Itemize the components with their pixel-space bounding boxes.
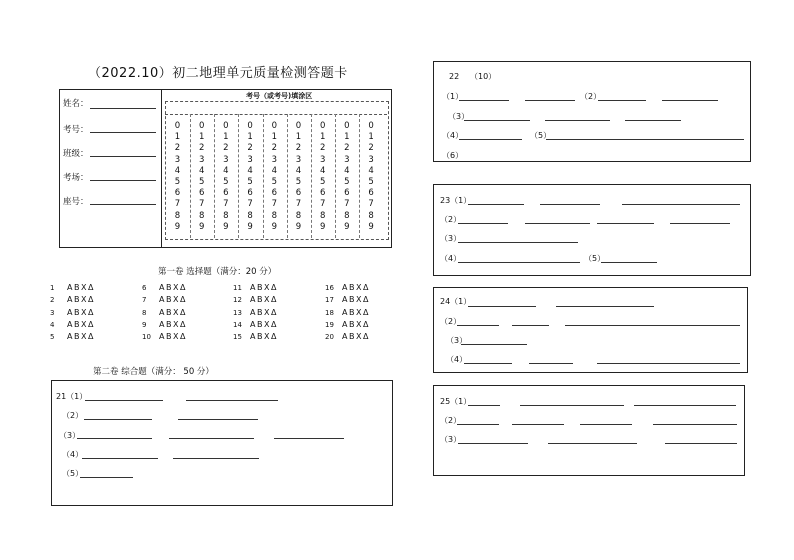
exam-no-digit[interactable]: 8 (368, 210, 374, 221)
q25-1-blank-c[interactable] (634, 405, 736, 406)
exam-no-digit[interactable]: 5 (319, 177, 326, 188)
exam-no-digit[interactable]: 3 (198, 154, 205, 165)
mc-options[interactable]: ABXΔ (67, 332, 95, 342)
q21-3-blank-a[interactable] (77, 438, 152, 439)
exam-no-digit[interactable]: 9 (295, 221, 302, 232)
exam-no-digit[interactable]: 6 (271, 188, 277, 199)
q22-4-blank-a[interactable] (459, 139, 522, 140)
exam-no-digit[interactable]: 7 (295, 199, 302, 210)
exam-no-digit[interactable]: 0 (271, 121, 277, 131)
q23-1-blank-a[interactable] (468, 204, 524, 205)
info-divider (161, 89, 162, 247)
exam-no-digit[interactable]: 9 (247, 221, 253, 232)
mc-options[interactable]: ABXΔ (67, 307, 95, 317)
mc-options[interactable]: ABXΔ (67, 319, 95, 329)
exam-no-label: 考号： (63, 125, 89, 135)
mc-options[interactable]: ABXΔ (342, 319, 370, 329)
mc-options[interactable]: ABXΔ (342, 283, 370, 292)
q23-4-blank-a[interactable] (458, 262, 580, 263)
q23-2-blank-c[interactable] (597, 223, 654, 224)
q21-3-label: （3） (59, 431, 81, 440)
exam-no-digit[interactable]: 3 (223, 154, 229, 165)
mc-question-number: 6 (142, 284, 147, 292)
mc-question-number: 11 (233, 284, 242, 292)
q22-2-label: （2） (580, 92, 602, 101)
mc-question-number: 12 (233, 296, 242, 305)
exam-no-digit[interactable]: 5 (174, 177, 181, 188)
exam-no-column-divider (238, 114, 239, 238)
exam-no-column-divider (263, 114, 264, 238)
q25-3-blank-a[interactable] (458, 443, 528, 444)
q24-box (433, 287, 748, 373)
q21-2-blank-b[interactable] (178, 419, 258, 420)
exam-no-digit[interactable]: 4 (174, 165, 181, 176)
q22-5-blank-a[interactable] (546, 139, 744, 140)
q21-1-blank-b[interactable] (186, 400, 278, 401)
exam-no-column (218, 121, 233, 233)
exam-no-digit[interactable]: 7 (344, 199, 350, 210)
q21-1-label: 21（1） (56, 392, 88, 401)
exam-no-digit[interactable]: 3 (174, 154, 181, 165)
exam-no-digit[interactable]: 8 (344, 210, 350, 221)
exam-no-digit[interactable]: 9 (271, 221, 277, 232)
class-label: 班级： (63, 149, 89, 159)
exam-no-column-divider (190, 114, 191, 238)
exam-no-digit[interactable]: 2 (174, 143, 181, 154)
mc-question-number: 15 (233, 333, 242, 342)
exam-no-digit[interactable]: 2 (368, 143, 374, 154)
exam-no-digit[interactable]: 0 (295, 121, 302, 131)
seat-field[interactable] (90, 204, 156, 205)
exam-no-digit[interactable]: 1 (319, 132, 326, 143)
q24-1-blank-b[interactable] (556, 306, 654, 307)
exam-no-digit[interactable]: 1 (223, 132, 229, 143)
q23-5-label: （5） (584, 254, 606, 263)
q22-2-blank-b[interactable] (662, 100, 718, 101)
exam-no-digit[interactable]: 3 (368, 154, 374, 165)
exam-no-digit[interactable]: 0 (247, 121, 253, 131)
q22-6-label: （6） (442, 151, 464, 160)
mc-options[interactable]: ABXΔ (159, 307, 187, 317)
q22-1-blank-a[interactable] (459, 100, 509, 101)
exam-no-digit[interactable]: 0 (174, 121, 181, 131)
page-title: （2022.10）初二地理单元质量检测答题卡 (88, 66, 348, 81)
mc-question-number: 18 (325, 308, 334, 317)
exam-no-digit[interactable]: 0 (368, 121, 374, 131)
mc-question-number: 4 (50, 320, 55, 329)
q22-5-label: （5） (530, 131, 552, 140)
exam-no-digit[interactable]: 8 (247, 210, 253, 221)
room-field[interactable] (90, 180, 156, 181)
mc-options[interactable]: ABXΔ (250, 332, 278, 342)
exam-no-digit[interactable]: 3 (344, 154, 350, 165)
part1-heading: 第一卷 选择题（满分：20 分） (158, 267, 277, 277)
q21-2-label: （2） (62, 411, 84, 420)
q22-1-blank-b[interactable] (525, 100, 575, 101)
q25-3-blank-b[interactable] (548, 443, 637, 444)
q25-2-blank-c[interactable] (580, 424, 632, 425)
q22-3-label: （3） (448, 112, 470, 121)
mc-question-number: 3 (50, 308, 55, 317)
q25-2-blank-b[interactable] (512, 424, 564, 425)
q21-3-blank-b[interactable] (169, 438, 254, 439)
exam-no-digit[interactable]: 1 (344, 132, 350, 143)
exam-no-digit[interactable]: 6 (198, 188, 205, 199)
exam-no-digit[interactable]: 1 (198, 132, 205, 143)
exam-no-digit[interactable]: 8 (271, 210, 277, 221)
exam-no-digit[interactable]: 1 (247, 132, 253, 143)
exam-no-field[interactable] (90, 132, 156, 133)
q25-2-blank-a[interactable] (457, 424, 499, 425)
q22-3-blank-b[interactable] (545, 120, 610, 121)
exam-no-digit[interactable]: 7 (368, 199, 374, 210)
exam-no-digit[interactable]: 6 (319, 188, 326, 199)
q24-3-label: （3） (446, 336, 468, 345)
exam-no-digit[interactable]: 7 (174, 199, 181, 210)
mc-question-number: 7 (142, 296, 147, 305)
q22-1-label: （1） (442, 92, 464, 101)
q24-4-label: （4） (446, 355, 468, 364)
exam-no-digit[interactable]: 0 (344, 121, 350, 131)
mc-options[interactable]: ABXΔ (342, 332, 370, 342)
mc-question-number: 20 (325, 333, 334, 342)
exam-no-digit[interactable]: 9 (198, 221, 205, 232)
q23-2-label: （2） (440, 215, 462, 224)
exam-no-column-divider (287, 114, 288, 238)
q21-3-blank-c[interactable] (274, 438, 344, 439)
name-field[interactable] (90, 108, 156, 109)
q22-3-blank-a[interactable] (464, 120, 530, 121)
q24-2-blank-b[interactable] (512, 325, 549, 326)
seat-label: 座号： (63, 197, 89, 207)
exam-no-digit[interactable]: 1 (368, 132, 374, 143)
q25-1-blank-a[interactable] (468, 405, 500, 406)
exam-no-digit[interactable]: 5 (271, 177, 277, 188)
q23-1-blank-b[interactable] (540, 204, 600, 205)
q24-2-blank-c[interactable] (565, 325, 740, 326)
q21-5-label: （5） (62, 469, 84, 478)
mc-options[interactable]: ABXΔ (342, 307, 370, 317)
mc-options[interactable]: ABXΔ (250, 295, 278, 305)
q23-1-blank-c[interactable] (622, 204, 740, 205)
part2-heading: 第二卷 综合题（满分： 50 分） (93, 367, 214, 377)
exam-no-header-sep (165, 114, 387, 115)
q23-2-blank-a[interactable] (458, 223, 508, 224)
q24-4-blank-a[interactable] (464, 363, 512, 364)
q22-3-blank-c[interactable] (625, 120, 681, 121)
mc-options[interactable]: ABXΔ (67, 283, 95, 292)
exam-no-column-divider (214, 114, 215, 238)
exam-no-digit[interactable]: 6 (247, 188, 253, 199)
mc-question-number: 14 (233, 320, 242, 329)
exam-no-digit[interactable]: 3 (271, 154, 277, 165)
exam-no-digit[interactable]: 0 (198, 121, 205, 131)
exam-no-digit[interactable]: 7 (319, 199, 326, 210)
exam-no-header: 考号（或考号)填涂区 (246, 92, 313, 100)
exam-no-digit[interactable]: 0 (223, 121, 229, 131)
exam-no-digit[interactable]: 3 (295, 154, 302, 165)
exam-no-digit[interactable]: 6 (344, 188, 350, 199)
exam-no-column (194, 121, 209, 233)
mc-question-number: 2 (50, 296, 55, 305)
q25-2-blank-d[interactable] (653, 424, 737, 425)
exam-no-digit[interactable]: 2 (198, 143, 205, 154)
mc-question-number: 10 (142, 333, 151, 342)
exam-no-digit[interactable]: 7 (223, 199, 229, 210)
exam-no-digit[interactable]: 4 (247, 165, 253, 176)
exam-no-digit[interactable]: 8 (319, 210, 326, 221)
q21-4-label: （4） (62, 450, 84, 459)
q24-2-blank-a[interactable] (457, 325, 499, 326)
q25-1-blank-b[interactable] (520, 405, 624, 406)
q24-4-blank-c[interactable] (597, 363, 740, 364)
name-label: 姓名： (63, 99, 89, 109)
q21-box (51, 380, 393, 506)
exam-no-column (243, 121, 258, 233)
q23-5-blank-a[interactable] (601, 262, 657, 263)
q24-1-label: 24（1） (440, 297, 472, 306)
exam-no-digit[interactable]: 5 (344, 177, 350, 188)
q24-3-blank-a[interactable] (461, 344, 527, 345)
exam-no-digit[interactable]: 5 (295, 177, 302, 188)
mc-options[interactable]: ABXΔ (159, 295, 187, 305)
exam-no-column (291, 121, 306, 233)
exam-no-column-divider (359, 114, 360, 238)
q23-2-blank-b[interactable] (525, 223, 590, 224)
exam-no-digit[interactable]: 2 (344, 143, 350, 154)
q22-2-blank-a[interactable] (598, 100, 646, 101)
exam-no-digit[interactable]: 1 (295, 132, 302, 143)
exam-no-column (364, 121, 379, 233)
exam-no-digit[interactable]: 7 (198, 199, 205, 210)
mc-question-number: 1 (50, 284, 55, 292)
exam-no-digit[interactable]: 3 (247, 154, 253, 165)
q25-box (433, 385, 745, 476)
q25-3-blank-c[interactable] (665, 443, 737, 444)
exam-no-digit[interactable]: 9 (223, 221, 229, 232)
exam-no-digit[interactable]: 2 (319, 143, 326, 154)
exam-no-digit[interactable]: 1 (271, 132, 277, 143)
exam-no-digit[interactable]: 5 (247, 177, 253, 188)
exam-no-digit[interactable]: 5 (223, 177, 229, 188)
exam-no-digit[interactable]: 2 (223, 143, 229, 154)
exam-no-digit[interactable]: 7 (271, 199, 277, 210)
exam-no-digit[interactable]: 2 (247, 143, 253, 154)
exam-no-digit[interactable]: 6 (174, 188, 181, 199)
exam-no-digit[interactable]: 5 (198, 177, 205, 188)
room-label: 考场： (63, 173, 89, 183)
q24-1-blank-a[interactable] (468, 306, 536, 307)
exam-no-digit[interactable]: 6 (223, 188, 229, 199)
mc-options[interactable]: ABXΔ (159, 332, 187, 342)
q22-4-label: （4） (442, 131, 464, 140)
mc-question-number: 17 (325, 296, 334, 305)
q21-5-blank-a[interactable] (80, 477, 133, 478)
exam-no-column (170, 121, 185, 233)
q23-1-label: 23（1） (440, 196, 472, 205)
mc-options[interactable]: ABXΔ (250, 319, 278, 329)
mc-question-number: 16 (325, 284, 334, 292)
exam-no-digit[interactable]: 4 (271, 165, 277, 176)
exam-no-digit[interactable]: 8 (198, 210, 205, 221)
mc-options[interactable]: ABXΔ (342, 295, 370, 305)
exam-no-digit[interactable]: 9 (344, 221, 350, 232)
mc-question-number: 19 (325, 320, 334, 329)
exam-no-digit[interactable]: 6 (295, 188, 302, 199)
exam-no-digit[interactable]: 9 (368, 221, 374, 232)
class-field[interactable] (90, 156, 156, 157)
exam-no-digit[interactable]: 4 (223, 165, 229, 176)
exam-no-digit[interactable]: 4 (198, 165, 205, 176)
exam-no-digit[interactable]: 8 (174, 210, 181, 221)
q24-2-label: （2） (440, 317, 462, 326)
exam-no-digit[interactable]: 0 (319, 121, 326, 131)
exam-no-digit[interactable]: 6 (368, 188, 374, 199)
exam-no-digit[interactable]: 2 (295, 143, 302, 154)
exam-no-column-divider (311, 114, 312, 238)
q25-1-label: 25（1） (440, 397, 472, 406)
exam-no-digit[interactable]: 1 (174, 132, 181, 143)
q21-4-blank-a[interactable] (82, 458, 158, 459)
exam-no-column-divider (335, 114, 336, 238)
mc-question-number: 5 (50, 333, 55, 342)
q21-4-blank-b[interactable] (173, 458, 259, 459)
exam-no-digit[interactable]: 3 (319, 154, 326, 165)
mc-options[interactable]: ABXΔ (159, 319, 187, 329)
exam-no-digit[interactable]: 7 (247, 199, 253, 210)
q22-score: （10） (470, 72, 497, 81)
q23-4-label: （4） (440, 254, 462, 263)
q21-1-blank-a[interactable] (85, 400, 163, 401)
exam-no-digit[interactable]: 4 (319, 165, 326, 176)
exam-no-digit[interactable]: 4 (368, 165, 374, 176)
exam-no-digit[interactable]: 9 (319, 221, 326, 232)
mc-question-number: 8 (142, 308, 147, 317)
exam-no-digit[interactable]: 2 (271, 143, 277, 154)
mc-options[interactable]: ABXΔ (159, 283, 187, 292)
exam-no-digit[interactable]: 9 (174, 221, 181, 232)
q23-3-blank-a[interactable] (458, 242, 578, 243)
exam-no-digit[interactable]: 8 (295, 210, 302, 221)
mc-question-number: 13 (233, 308, 242, 317)
mc-options[interactable]: ABXΔ (250, 307, 278, 317)
mc-options[interactable]: ABXΔ (250, 283, 278, 292)
exam-no-column (339, 121, 354, 233)
q21-2-blank-a[interactable] (84, 419, 152, 420)
exam-no-column (315, 121, 330, 233)
q25-3-label: （3） (440, 435, 462, 444)
q23-2-blank-d[interactable] (670, 223, 730, 224)
q25-2-label: （2） (440, 416, 462, 425)
mc-options[interactable]: ABXΔ (67, 295, 95, 305)
exam-no-digit[interactable]: 4 (344, 165, 350, 176)
q24-4-blank-b[interactable] (529, 363, 573, 364)
exam-no-digit[interactable]: 8 (223, 210, 229, 221)
q22-number: 22 (449, 72, 460, 81)
exam-no-digit[interactable]: 5 (368, 177, 374, 188)
q23-3-label: （3） (440, 234, 462, 243)
exam-no-column (267, 121, 282, 233)
exam-no-digit[interactable]: 4 (295, 165, 302, 176)
mc-question-number: 9 (142, 320, 147, 329)
